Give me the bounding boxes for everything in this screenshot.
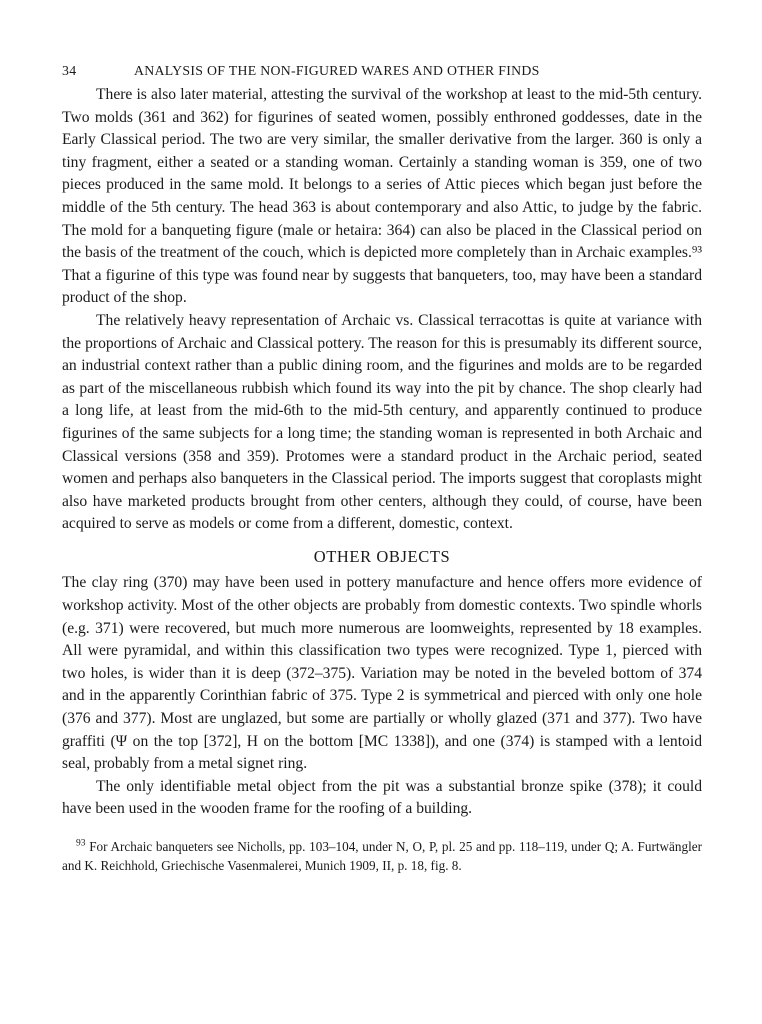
- page: [62, 60, 702, 875]
- footnote-marker: 93: [76, 838, 86, 849]
- section-heading: OTHER OBJECTS: [313, 546, 451, 566]
- footnote: [62, 837, 702, 875]
- paragraph-other-objects: The clay ring (370) may have been used in pottery manufacture and hence offers more evidence of workshop activity. Most of the other objects are probably from domestic contexts. Two spindle whorls (e.g. 371) were recovered, but much more numerous are loomweights, represented by 18 examples. All were pyramidal, and within this classification two types were recognized. Type 1, pierced with two holes, is wider than it is deep (372–375). Variation may be noted in the beveled bottom of 374 and in the apparently Corinthian fabric of 375. Type 2 is symmetrical and pierced with only one hole (376 and 377). Most are unglazed, but some are partially or wholly glazed (371 and 377). Two have graffiti (Ψ on the top [372], H on the bottom [MC 1338]), and one (374) is stamped with a lentoid seal, probably from a metal signet ring.: [62, 574, 702, 773]
- page-number: 34: [62, 63, 77, 78]
- running-head: [62, 60, 702, 84]
- running-title: ANALYSIS OF THE NON-FIGURED WARES AND OTHER FINDS: [134, 63, 540, 78]
- footnote-text: For Archaic banqueters see Nicholls, pp. 103–104, under N, O, P, pl. 25 and pp. 118–119, under Q; A. Furtwängler and K. Reichhold, Griechische Vasenmalerei, Munich 1909, II, p. 18, fig. 8.: [62, 839, 703, 873]
- paragraph-metal-object: The only identifiable metal object from the pit was a substantial bronze spike (378); it could have been used in the wooden frame for the roofing of a building.: [62, 777, 702, 818]
- paragraph-archaic-vs-classical: The relatively heavy representation of Archaic vs. Classical terracottas is quite at variance with the proportions of Archaic and Classical pottery. The reason for this is presumably its different source, an industrial context rather than a public dining room, and the figurines and molds are to be regarded as part of the miscellaneous rubbish which found its way into the pit by chance. The shop clearly had a long life, at least from the mid-6th to the mid-5th century, and apparently continued to produce figurines of the same subjects for a long time; the standing woman is represented in both Archaic and Classical versions (358 and 359). Protomes were a standard product in the Archaic period, seated women and perhaps also banqueters in the Classical period. The imports suggest that coroplasts might also have marketed products brought from other centers, although they could, of course, have been acquired to serve as models or come from a different, domestic, context.: [62, 311, 702, 533]
- paragraph-later-material: There is also later material, attesting the survival of the workshop at least to the mid-5th century. Two molds (361 and 362) for figurines of seated women, possibly enthroned goddesses, date in the Early Classical period. The two are very similar, the smaller derivative from the larger. 360 is only a tiny fragment, either a seated or a standing woman. Certainly a standing woman is 359, one of two pieces produced in the same mold. It belongs to a series of Attic pieces which began just before the middle of the 5th century. The head 363 is about contemporary and also Attic, to judge by the fabric. The mold for a banqueting figure (male or hetaira: 364) can also be placed in the Classical period on the basis of the treatment of the couch, which is depicted more completely than in Archaic examples.⁹³ That a figurine of this type was found near by suggests that banqueters, too, may have been a standard product of the shop.: [62, 86, 702, 307]
